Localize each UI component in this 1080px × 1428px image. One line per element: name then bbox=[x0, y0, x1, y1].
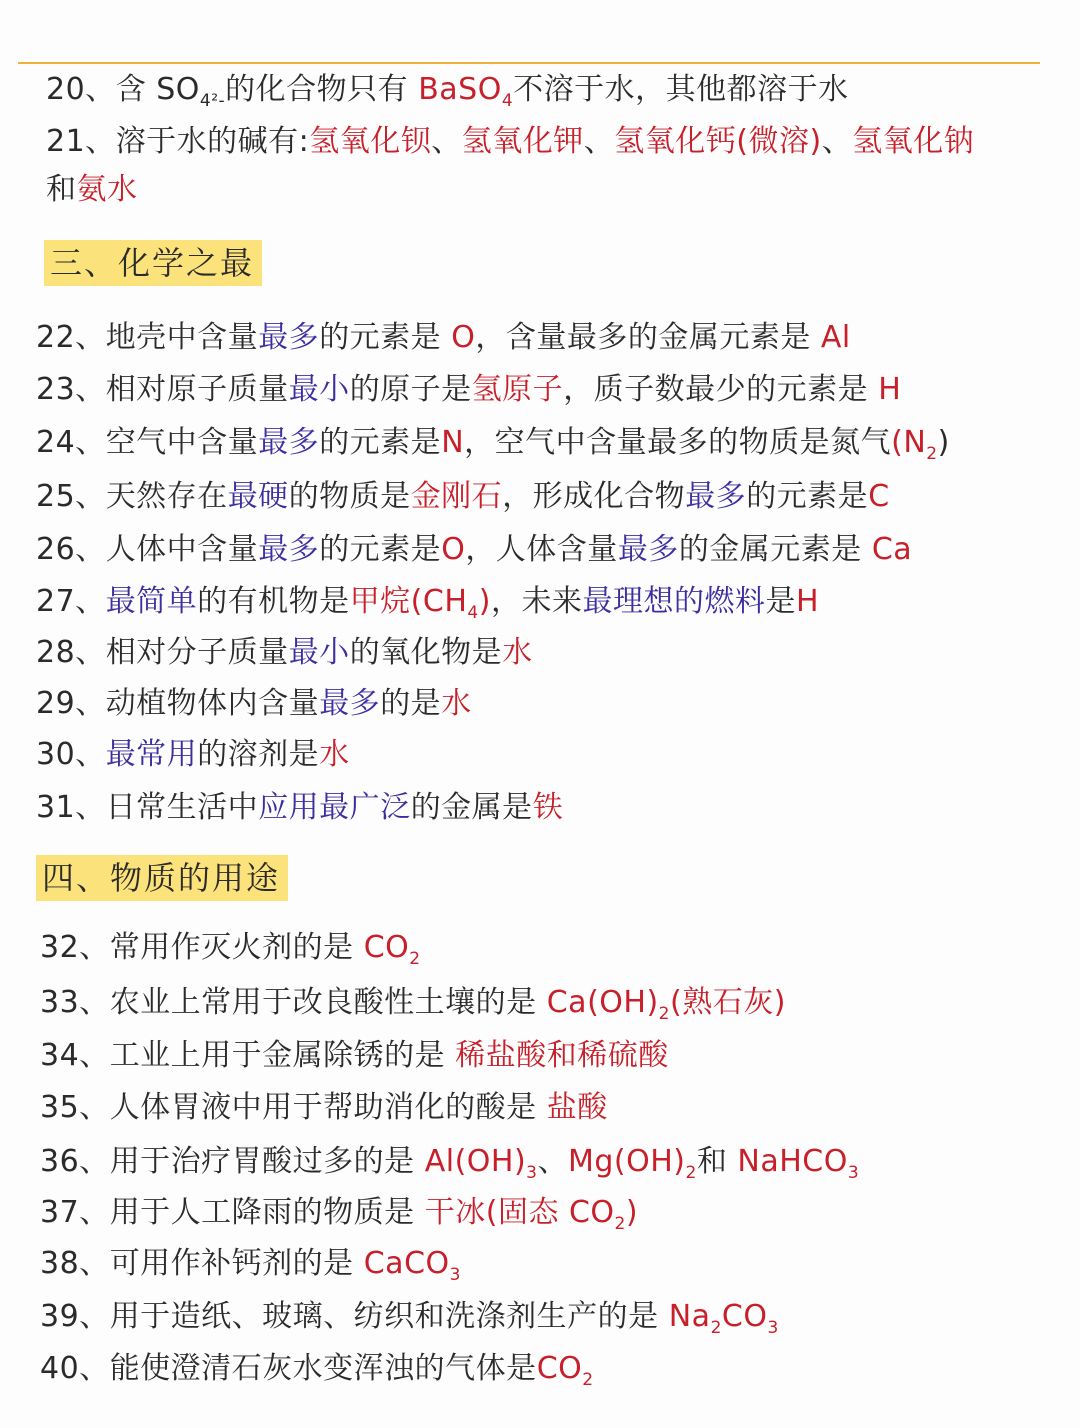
item-text: 的溶剂是 bbox=[197, 737, 320, 772]
item-text: 的是 bbox=[380, 686, 442, 721]
item-text: 和 bbox=[696, 1144, 738, 1179]
item-39 bbox=[40, 1297, 779, 1348]
answer-text: ) bbox=[625, 1195, 639, 1230]
answer-text: 2 bbox=[926, 444, 938, 464]
item-text: 相对原子质量 bbox=[105, 372, 289, 407]
item-21 bbox=[46, 122, 974, 162]
item-38 bbox=[40, 1244, 461, 1295]
answer-text: NaHCO bbox=[737, 1144, 848, 1179]
item-text: 日常生活中 bbox=[105, 790, 259, 825]
item-number: 29、 bbox=[36, 686, 106, 721]
answer-text: CO bbox=[721, 1299, 768, 1334]
emphasis-text: 应用最广泛 bbox=[258, 790, 411, 825]
item-number: 36、 bbox=[40, 1144, 110, 1179]
item-number: 26、 bbox=[36, 532, 106, 567]
emphasis-text: 最常用 bbox=[105, 737, 198, 772]
item-25 bbox=[36, 477, 890, 517]
item-text: 常用作灭火剂的是 bbox=[109, 930, 364, 965]
item-text: 动植物体内含量 bbox=[105, 686, 320, 721]
item-number: 30、 bbox=[36, 737, 106, 772]
answer-text: Mg(OH) bbox=[568, 1144, 686, 1179]
item-32 bbox=[40, 928, 421, 979]
item-number: 27、 bbox=[36, 584, 106, 619]
emphasis-text: 最多 bbox=[258, 320, 320, 355]
item-text: 溶于水的碱有: bbox=[115, 124, 310, 159]
emphasis-text: 最小 bbox=[288, 635, 350, 670]
item-text: 可用作补钙剂的是 bbox=[109, 1246, 364, 1281]
item-33 bbox=[40, 983, 786, 1034]
answer-text: 氢原子 bbox=[471, 372, 564, 407]
item-text: 的元素是 bbox=[746, 479, 869, 514]
emphasis-text: 最多 bbox=[685, 479, 747, 514]
emphasis-text: 最简单 bbox=[105, 584, 198, 619]
item-text: 的元素是 bbox=[319, 532, 442, 567]
answer-text: 4 bbox=[467, 603, 479, 623]
item-21-continued bbox=[46, 170, 138, 210]
item-number: 34、 bbox=[40, 1038, 110, 1073]
item-text: ，质子数最少的元素是 bbox=[563, 372, 879, 407]
answer-text: 水 bbox=[319, 737, 350, 772]
item-number: 24、 bbox=[36, 425, 106, 460]
item-number: 32、 bbox=[40, 930, 110, 965]
answer-text: 铁 bbox=[532, 790, 564, 825]
item-number: 40、 bbox=[40, 1351, 110, 1386]
emphasis-text: 最多 bbox=[258, 532, 320, 567]
item-number: 35、 bbox=[40, 1090, 110, 1125]
item-text: 的化合物只有 bbox=[225, 72, 419, 107]
answer-text: (熟石灰) bbox=[669, 985, 786, 1020]
answer-text: H bbox=[795, 584, 820, 619]
item-text: 的物质是 bbox=[288, 479, 411, 514]
answer-text: 3 bbox=[847, 1163, 860, 1183]
section-heading-4: 四、物质的用途 bbox=[36, 855, 288, 901]
section-heading-3: 三、化学之最 bbox=[44, 240, 262, 286]
answer-text: 3 bbox=[767, 1318, 779, 1338]
item-text: 用于造纸、玻璃、纺织和洗涤剂生产的是 bbox=[109, 1299, 669, 1334]
item-40 bbox=[40, 1349, 594, 1400]
item-37 bbox=[40, 1193, 638, 1244]
item-number: 33、 bbox=[40, 985, 110, 1020]
answer-text: 金刚石 bbox=[410, 479, 503, 514]
item-28 bbox=[36, 633, 533, 673]
item-number: 28、 bbox=[36, 635, 106, 670]
item-number: 20、 bbox=[46, 72, 116, 107]
item-24 bbox=[36, 423, 950, 474]
item-text: ，未来 bbox=[490, 584, 583, 619]
answer-text: N bbox=[441, 425, 465, 460]
emphasis-text: 最硬 bbox=[227, 479, 289, 514]
answer-text: 2 bbox=[710, 1318, 722, 1338]
answer-text: CaCO bbox=[363, 1246, 450, 1281]
item-text: 的原子是 bbox=[349, 372, 472, 407]
answer-text: (N bbox=[891, 425, 927, 460]
answer-text: 干冰(固态 CO bbox=[424, 1195, 615, 1230]
emphasis-text: 最多 bbox=[258, 425, 320, 460]
item-text: ) bbox=[937, 425, 950, 460]
answer-text: 稀盐酸和稀硫酸 bbox=[455, 1038, 669, 1073]
answer-text: C bbox=[868, 479, 890, 514]
item-text: ，空气中含量最多的物质是氮气 bbox=[464, 425, 892, 460]
item-text: 、 bbox=[583, 124, 615, 159]
answer-text: 氢氧化钾 bbox=[461, 124, 584, 159]
item-text: 、 bbox=[537, 1144, 568, 1179]
answer-text: 3 bbox=[449, 1265, 461, 1285]
item-text: 用于人工降雨的物质是 bbox=[109, 1195, 425, 1230]
item-text: 天然存在 bbox=[105, 479, 228, 514]
emphasis-text: 最多 bbox=[319, 686, 381, 721]
item-number: 31、 bbox=[36, 790, 106, 825]
item-text: 的元素是 bbox=[319, 320, 452, 355]
item-text: 、 bbox=[821, 124, 853, 159]
item-text: 是 bbox=[765, 584, 796, 619]
answer-text: CO bbox=[536, 1351, 583, 1386]
item-text: 工业上用于金属除锈的是 bbox=[109, 1038, 456, 1073]
answer-text: 2 bbox=[614, 1214, 626, 1234]
emphasis-text: 最多 bbox=[617, 532, 679, 567]
item-text: 的氧化物是 bbox=[349, 635, 503, 670]
item-number: 38、 bbox=[40, 1246, 110, 1281]
item-text: 、 bbox=[431, 124, 462, 159]
item-22 bbox=[36, 318, 851, 358]
emphasis-text: 最小 bbox=[288, 372, 350, 407]
answer-text: 盐酸 bbox=[546, 1090, 608, 1125]
item-30 bbox=[36, 735, 350, 775]
answer-text: 4 bbox=[501, 91, 514, 111]
item-27 bbox=[36, 582, 819, 633]
item-text: 的金属元素是 bbox=[678, 532, 872, 567]
item-text: 的元素是 bbox=[319, 425, 442, 460]
item-35 bbox=[40, 1088, 608, 1128]
item-29 bbox=[36, 684, 472, 724]
item-text: 相对分子质量 bbox=[105, 635, 289, 670]
answer-text: 2 bbox=[685, 1163, 697, 1183]
item-text: 能使澄清石灰水变浑浊的气体是 bbox=[109, 1351, 537, 1386]
item-text: ，含量最多的金属元素是 bbox=[475, 320, 821, 355]
item-text: 含 SO bbox=[115, 72, 200, 107]
answer-text: 2 bbox=[658, 1004, 670, 1024]
answer-text: 氢氧化钙(微溶) bbox=[614, 124, 822, 159]
answer-text: 氢氧化钡 bbox=[309, 124, 432, 159]
item-number: 39、 bbox=[40, 1299, 110, 1334]
item-text: 人体中含量 bbox=[105, 532, 259, 567]
answer-text: H bbox=[878, 372, 902, 407]
item-text: 人体胃液中用于帮助消化的酸是 bbox=[109, 1090, 547, 1125]
answer-text: 水 bbox=[502, 635, 533, 670]
answer-text: Al(OH) bbox=[424, 1144, 527, 1179]
answer-text: Al bbox=[820, 320, 851, 355]
answer-text: ) bbox=[478, 584, 491, 619]
item-text: ，人体含量 bbox=[465, 532, 618, 567]
item-number: 25、 bbox=[36, 479, 106, 514]
answer-text: O bbox=[441, 532, 466, 567]
item-23 bbox=[36, 370, 901, 410]
top-divider bbox=[18, 62, 1040, 64]
answer-text: Ca bbox=[871, 532, 913, 567]
item-text: 的有机物是 bbox=[197, 584, 350, 619]
answer-text: 3 bbox=[526, 1163, 538, 1183]
item-number: 23、 bbox=[36, 372, 106, 407]
answer-text: 2 bbox=[409, 949, 421, 969]
answer-text: Na bbox=[668, 1299, 711, 1334]
item-text: 农业上常用于改良酸性土壤的是 bbox=[109, 985, 547, 1020]
item-text: 空气中含量 bbox=[105, 425, 259, 460]
answer-text: CO bbox=[363, 930, 410, 965]
item-text: 不溶于水，其他都溶于水 bbox=[513, 72, 849, 107]
answer-text: O bbox=[451, 320, 476, 355]
item-34 bbox=[40, 1036, 669, 1076]
emphasis-text: 最理想的燃料 bbox=[582, 584, 766, 619]
answer-text: 氨水 bbox=[76, 172, 138, 207]
answer-text: 氢氧化钠 bbox=[852, 124, 975, 159]
answer-text: BaSO bbox=[418, 72, 502, 107]
answer-text: 2 bbox=[582, 1370, 594, 1390]
item-text: 地壳中含量 bbox=[105, 320, 259, 355]
answer-text: 水 bbox=[441, 686, 472, 721]
item-36 bbox=[40, 1142, 859, 1193]
item-31 bbox=[36, 788, 563, 828]
item-number: 21、 bbox=[46, 124, 116, 159]
item-26 bbox=[36, 530, 912, 570]
item-number: 22、 bbox=[36, 320, 106, 355]
answer-text: 甲烷(CH bbox=[349, 584, 468, 619]
item-20 bbox=[46, 70, 849, 121]
item-number: 37、 bbox=[40, 1195, 110, 1230]
item-text: ，形成化合物 bbox=[502, 479, 686, 514]
item-text: 的金属是 bbox=[410, 790, 533, 825]
item-text: 4²- bbox=[199, 91, 226, 111]
item-text: 用于治疗胃酸过多的是 bbox=[109, 1144, 425, 1179]
answer-text: Ca(OH) bbox=[546, 985, 659, 1020]
item-text: 和 bbox=[46, 172, 77, 207]
